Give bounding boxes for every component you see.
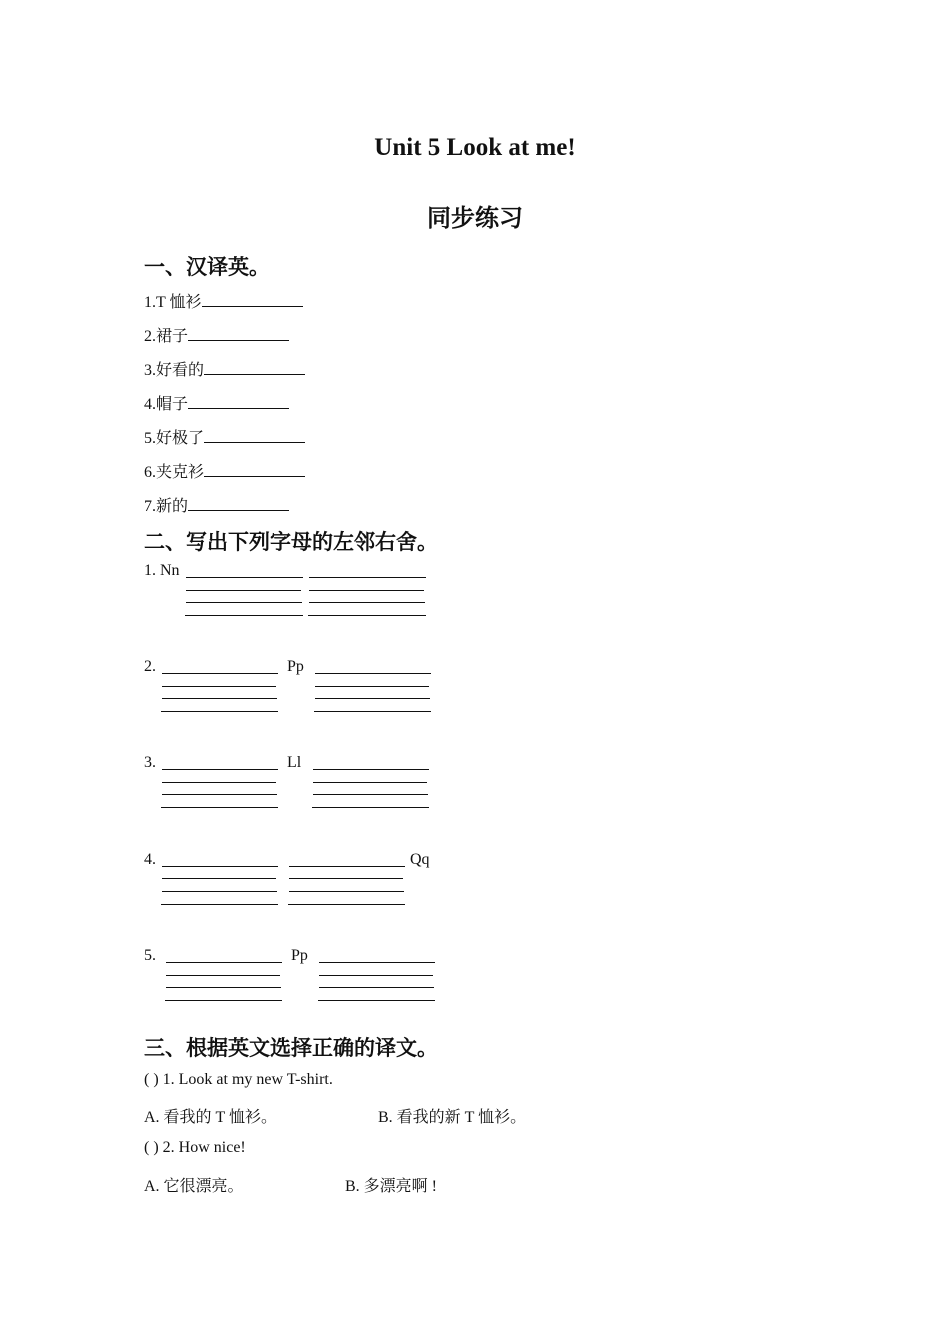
page-title: Unit 5 Look at me! xyxy=(374,134,576,161)
answer-blank[interactable] xyxy=(202,292,303,307)
writing-line[interactable] xyxy=(288,904,405,905)
choice-q1-stem: ( ) 1. Look at my new T-shirt. xyxy=(144,1071,333,1088)
choice-q2-stem: ( ) 2. How nice! xyxy=(144,1139,246,1156)
writing-line[interactable] xyxy=(185,615,303,616)
writing-line[interactable] xyxy=(314,711,431,712)
writing-line[interactable] xyxy=(289,878,403,879)
translate-prompt: 3.好看的 xyxy=(144,362,205,379)
writing-line[interactable] xyxy=(166,987,281,988)
writing-line[interactable] xyxy=(162,878,276,879)
section1-heading: 一、汉译英。 xyxy=(144,255,270,279)
writing-line[interactable] xyxy=(162,698,277,699)
writing-line[interactable] xyxy=(309,590,424,591)
section3-heading: 三、根据英文选择正确的译文。 xyxy=(144,1036,438,1060)
writing-line[interactable] xyxy=(162,891,277,892)
letter-q3-label: 3. xyxy=(144,754,156,771)
translate-item-1 xyxy=(144,289,303,312)
writing-line[interactable] xyxy=(319,962,435,963)
writing-line[interactable] xyxy=(162,686,276,687)
translate-item-2 xyxy=(144,323,289,346)
writing-line[interactable] xyxy=(319,987,434,988)
writing-line[interactable] xyxy=(289,866,405,867)
translate-item-3 xyxy=(144,357,305,380)
choice-q1-option-a[interactable]: A. 看我的 T 恤衫。 xyxy=(144,1109,278,1126)
choice-q2-option-b[interactable]: B. 多漂亮啊 ! xyxy=(345,1178,438,1195)
letter-q4-letter: Qq xyxy=(410,851,430,868)
letter-q2-letter: Pp xyxy=(287,658,304,675)
writing-line[interactable] xyxy=(186,577,303,578)
letter-q5-label: 5. xyxy=(144,947,156,964)
writing-line[interactable] xyxy=(313,794,428,795)
writing-line[interactable] xyxy=(313,782,427,783)
translate-prompt: 1.T 恤衫 xyxy=(144,294,202,311)
answer-blank[interactable] xyxy=(204,462,305,477)
writing-line[interactable] xyxy=(161,807,278,808)
choice-q1-option-b[interactable]: B. 看我的新 T 恤衫。 xyxy=(378,1109,527,1126)
answer-blank[interactable] xyxy=(188,394,289,409)
writing-line[interactable] xyxy=(162,673,278,674)
writing-line[interactable] xyxy=(309,602,425,603)
answer-blank[interactable] xyxy=(204,360,305,375)
writing-line[interactable] xyxy=(315,686,429,687)
writing-line[interactable] xyxy=(318,1000,435,1001)
translate-item-7 xyxy=(144,493,289,516)
writing-line[interactable] xyxy=(308,615,426,616)
translate-item-4 xyxy=(144,391,289,414)
writing-line[interactable] xyxy=(166,975,280,976)
writing-line[interactable] xyxy=(319,975,433,976)
writing-line[interactable] xyxy=(313,769,429,770)
letter-q2-label: 2. xyxy=(144,658,156,675)
answer-blank[interactable] xyxy=(188,496,289,511)
writing-line[interactable] xyxy=(315,673,431,674)
choice-q2-option-a[interactable]: A. 它很漂亮。 xyxy=(144,1178,244,1195)
writing-line[interactable] xyxy=(309,577,426,578)
letter-q1-label: 1. Nn xyxy=(144,562,180,579)
translate-prompt: 2.裙子 xyxy=(144,328,189,345)
writing-line[interactable] xyxy=(312,807,429,808)
writing-line[interactable] xyxy=(186,602,302,603)
writing-line[interactable] xyxy=(162,782,276,783)
writing-line[interactable] xyxy=(166,962,282,963)
section2-heading: 二、写出下列字母的左邻右舍。 xyxy=(144,530,438,554)
writing-line[interactable] xyxy=(315,698,430,699)
translate-prompt: 5.好极了 xyxy=(144,430,205,447)
translate-item-6 xyxy=(144,459,305,482)
writing-line[interactable] xyxy=(161,711,278,712)
writing-line[interactable] xyxy=(165,1000,282,1001)
answer-blank[interactable] xyxy=(188,326,289,341)
writing-line[interactable] xyxy=(162,866,278,867)
translate-prompt: 7.新的 xyxy=(144,498,189,515)
translate-prompt: 6.夹克衫 xyxy=(144,464,205,481)
letter-q3-letter: Ll xyxy=(287,754,302,771)
translate-item-5 xyxy=(144,425,305,448)
writing-line[interactable] xyxy=(186,590,301,591)
translate-prompt: 4.帽子 xyxy=(144,396,189,413)
writing-line[interactable] xyxy=(289,891,404,892)
page-subtitle: 同步练习 xyxy=(427,204,523,232)
writing-line[interactable] xyxy=(162,794,277,795)
writing-line[interactable] xyxy=(161,904,278,905)
writing-line[interactable] xyxy=(162,769,278,770)
letter-q4-label: 4. xyxy=(144,851,156,868)
answer-blank[interactable] xyxy=(204,428,305,443)
letter-q5-letter: Pp xyxy=(291,947,308,964)
